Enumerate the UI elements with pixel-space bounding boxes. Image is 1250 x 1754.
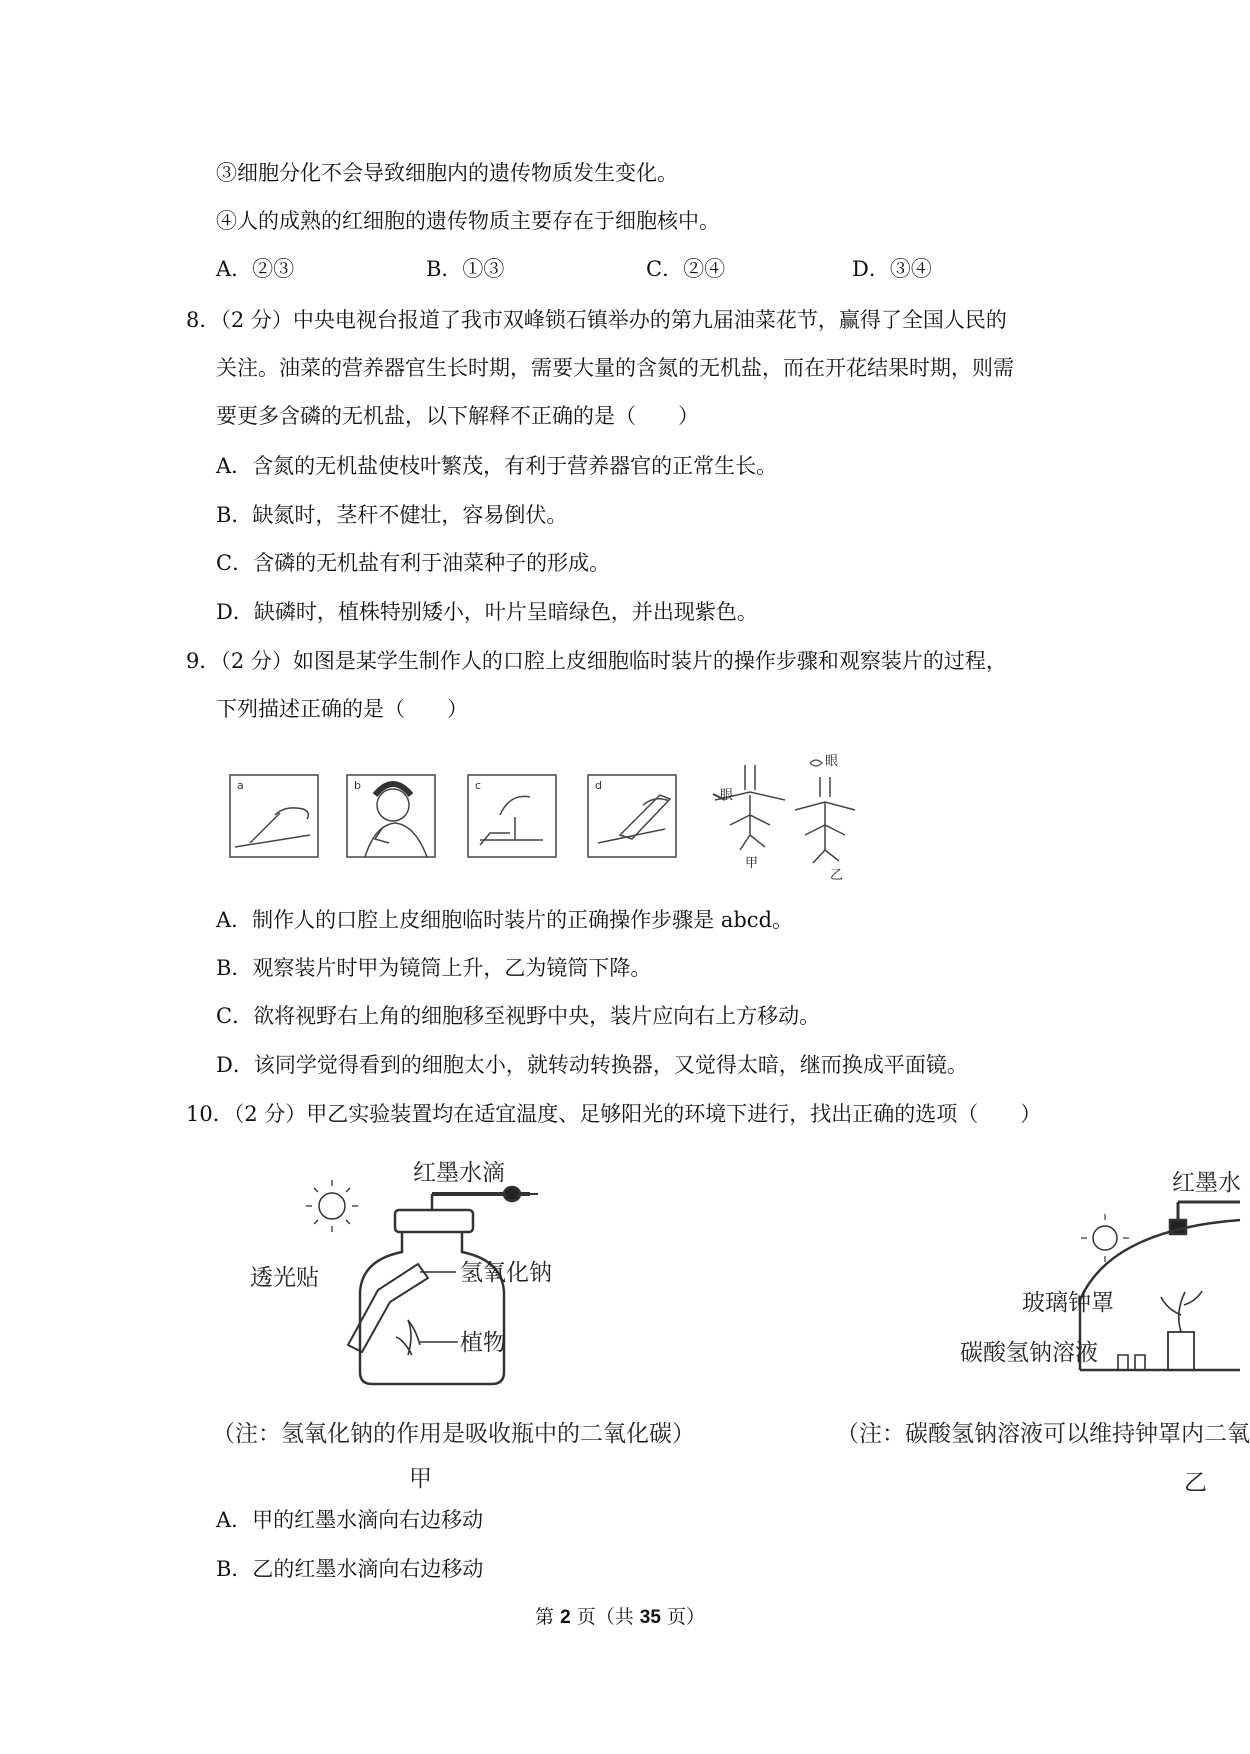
yi-label: 乙	[1184, 1470, 1207, 1496]
q7-option-b: B．①③	[426, 257, 505, 281]
yi-note: （注：碳酸氢钠溶液可以维持钟罩内二氧	[836, 1421, 1250, 1447]
panel-d-letter: d	[595, 779, 602, 792]
footer-middle: 页（共	[570, 1606, 640, 1628]
jia-red-ink-label: 红墨水滴	[413, 1160, 505, 1186]
footer-page-number: 2	[560, 1607, 571, 1628]
panel-b-letter: b	[354, 779, 361, 792]
q10-option-b: B．乙的红墨水滴向右边移动	[216, 1557, 484, 1581]
q9-stem-line2: 下列描述正确的是（ ）	[216, 697, 468, 721]
footer-total-pages: 35	[639, 1607, 661, 1628]
q10-figure-jia	[250, 1150, 710, 1390]
q7-statement-4: ④人的成熟的红细胞的遗传物质主要存在于细胞核中。	[216, 209, 720, 233]
q10-option-a: A．甲的红墨水滴向右边移动	[216, 1508, 484, 1532]
q8-option-d: D．缺磷时，植株特别矮小，叶片呈暗绿色，并出现紫色。	[216, 600, 758, 624]
q9-option-b: B．观察装片时甲为镜筒上升，乙为镜筒下降。	[216, 956, 652, 980]
jia-plant-label: 植物	[460, 1330, 506, 1356]
jia-apparatus-drawing	[250, 1150, 710, 1390]
q9-figure-drawing	[225, 754, 885, 883]
eye-label-jia: 眼	[720, 788, 734, 803]
q10-stem-line1: 10．（2 分）甲乙实验装置均在适宜温度、足够阳光的环境下进行，找出正确的选项（ ）	[186, 1102, 1042, 1126]
jia-note: （注：氢氧化钠的作用是吸收瓶中的二氧化碳）	[212, 1421, 695, 1447]
jia-label: 甲	[409, 1466, 432, 1492]
q10-figure-yi	[950, 1150, 1240, 1390]
q7-statement-3: ③细胞分化不会导致细胞内的遗传物质发生变化。	[216, 161, 678, 185]
q8-option-c: C．含磷的无机盐有利于油菜种子的形成。	[216, 551, 611, 575]
q9-option-c: C．欲将视野右上角的细胞移至视野中央，装片应向右上方移动。	[216, 1004, 821, 1028]
q8-stem-line2: 关注。油菜的营养器官生长时期，需要大量的含氮的无机盐，而在开花结果时期，则需	[216, 356, 1014, 380]
q9-stem-line1: 9．（2 分）如图是某学生制作人的口腔上皮细胞临时装片的操作步骤和观察装片的过程，	[186, 649, 1007, 673]
jia-naoh-label: 氢氧化钠	[460, 1260, 552, 1286]
q7-option-a: A．②③	[216, 257, 295, 281]
yi-apparatus-drawing	[950, 1150, 1240, 1390]
panel-c-letter: c	[475, 779, 482, 792]
q8-option-b: B．缺氮时，茎秆不健壮，容易倒伏。	[216, 503, 568, 527]
q8-stem-line1: 8．（2 分）中央电视台报道了我市双峰锁石镇举办的第九届油菜花节，赢得了全国人民的	[186, 308, 1007, 332]
q9-figure	[225, 754, 885, 883]
q9-option-d: D．该同学觉得看到的细胞太小，就转动转换器，又觉得太暗，继而换成平面镜。	[216, 1053, 968, 1077]
sun-icon-yi	[1093, 1226, 1117, 1250]
q8-stem-line3: 要更多含磷的无机盐，以下解释不正确的是（ ）	[216, 404, 699, 428]
microscope-yi-label: 乙	[830, 868, 844, 883]
yi-bell-label: 玻璃钟罩	[1022, 1290, 1114, 1316]
page-footer	[0, 1602, 1240, 1629]
microscope-jia-label: 甲	[745, 856, 759, 871]
q7-option-c: C．②④	[646, 257, 726, 281]
sun-icon	[319, 1193, 345, 1219]
jia-tape-label: 透光贴	[250, 1265, 319, 1291]
q7-option-d: D．③④	[852, 257, 932, 281]
q9-option-a: A．制作人的口腔上皮细胞临时装片的正确操作步骤是 abcd。	[216, 908, 794, 932]
yi-red-ink-label: 红墨水	[1172, 1170, 1241, 1196]
q8-option-a: A．含氮的无机盐使枝叶繁茂，有利于营养器官的正常生长。	[216, 454, 778, 478]
footer-suffix: 页）	[660, 1606, 705, 1628]
footer-prefix: 第	[535, 1606, 561, 1628]
yi-nahco3-label: 碳酸氢钠溶液	[960, 1340, 1098, 1366]
eye-label-yi: 眼	[825, 754, 839, 769]
panel-a-letter: a	[237, 779, 244, 792]
